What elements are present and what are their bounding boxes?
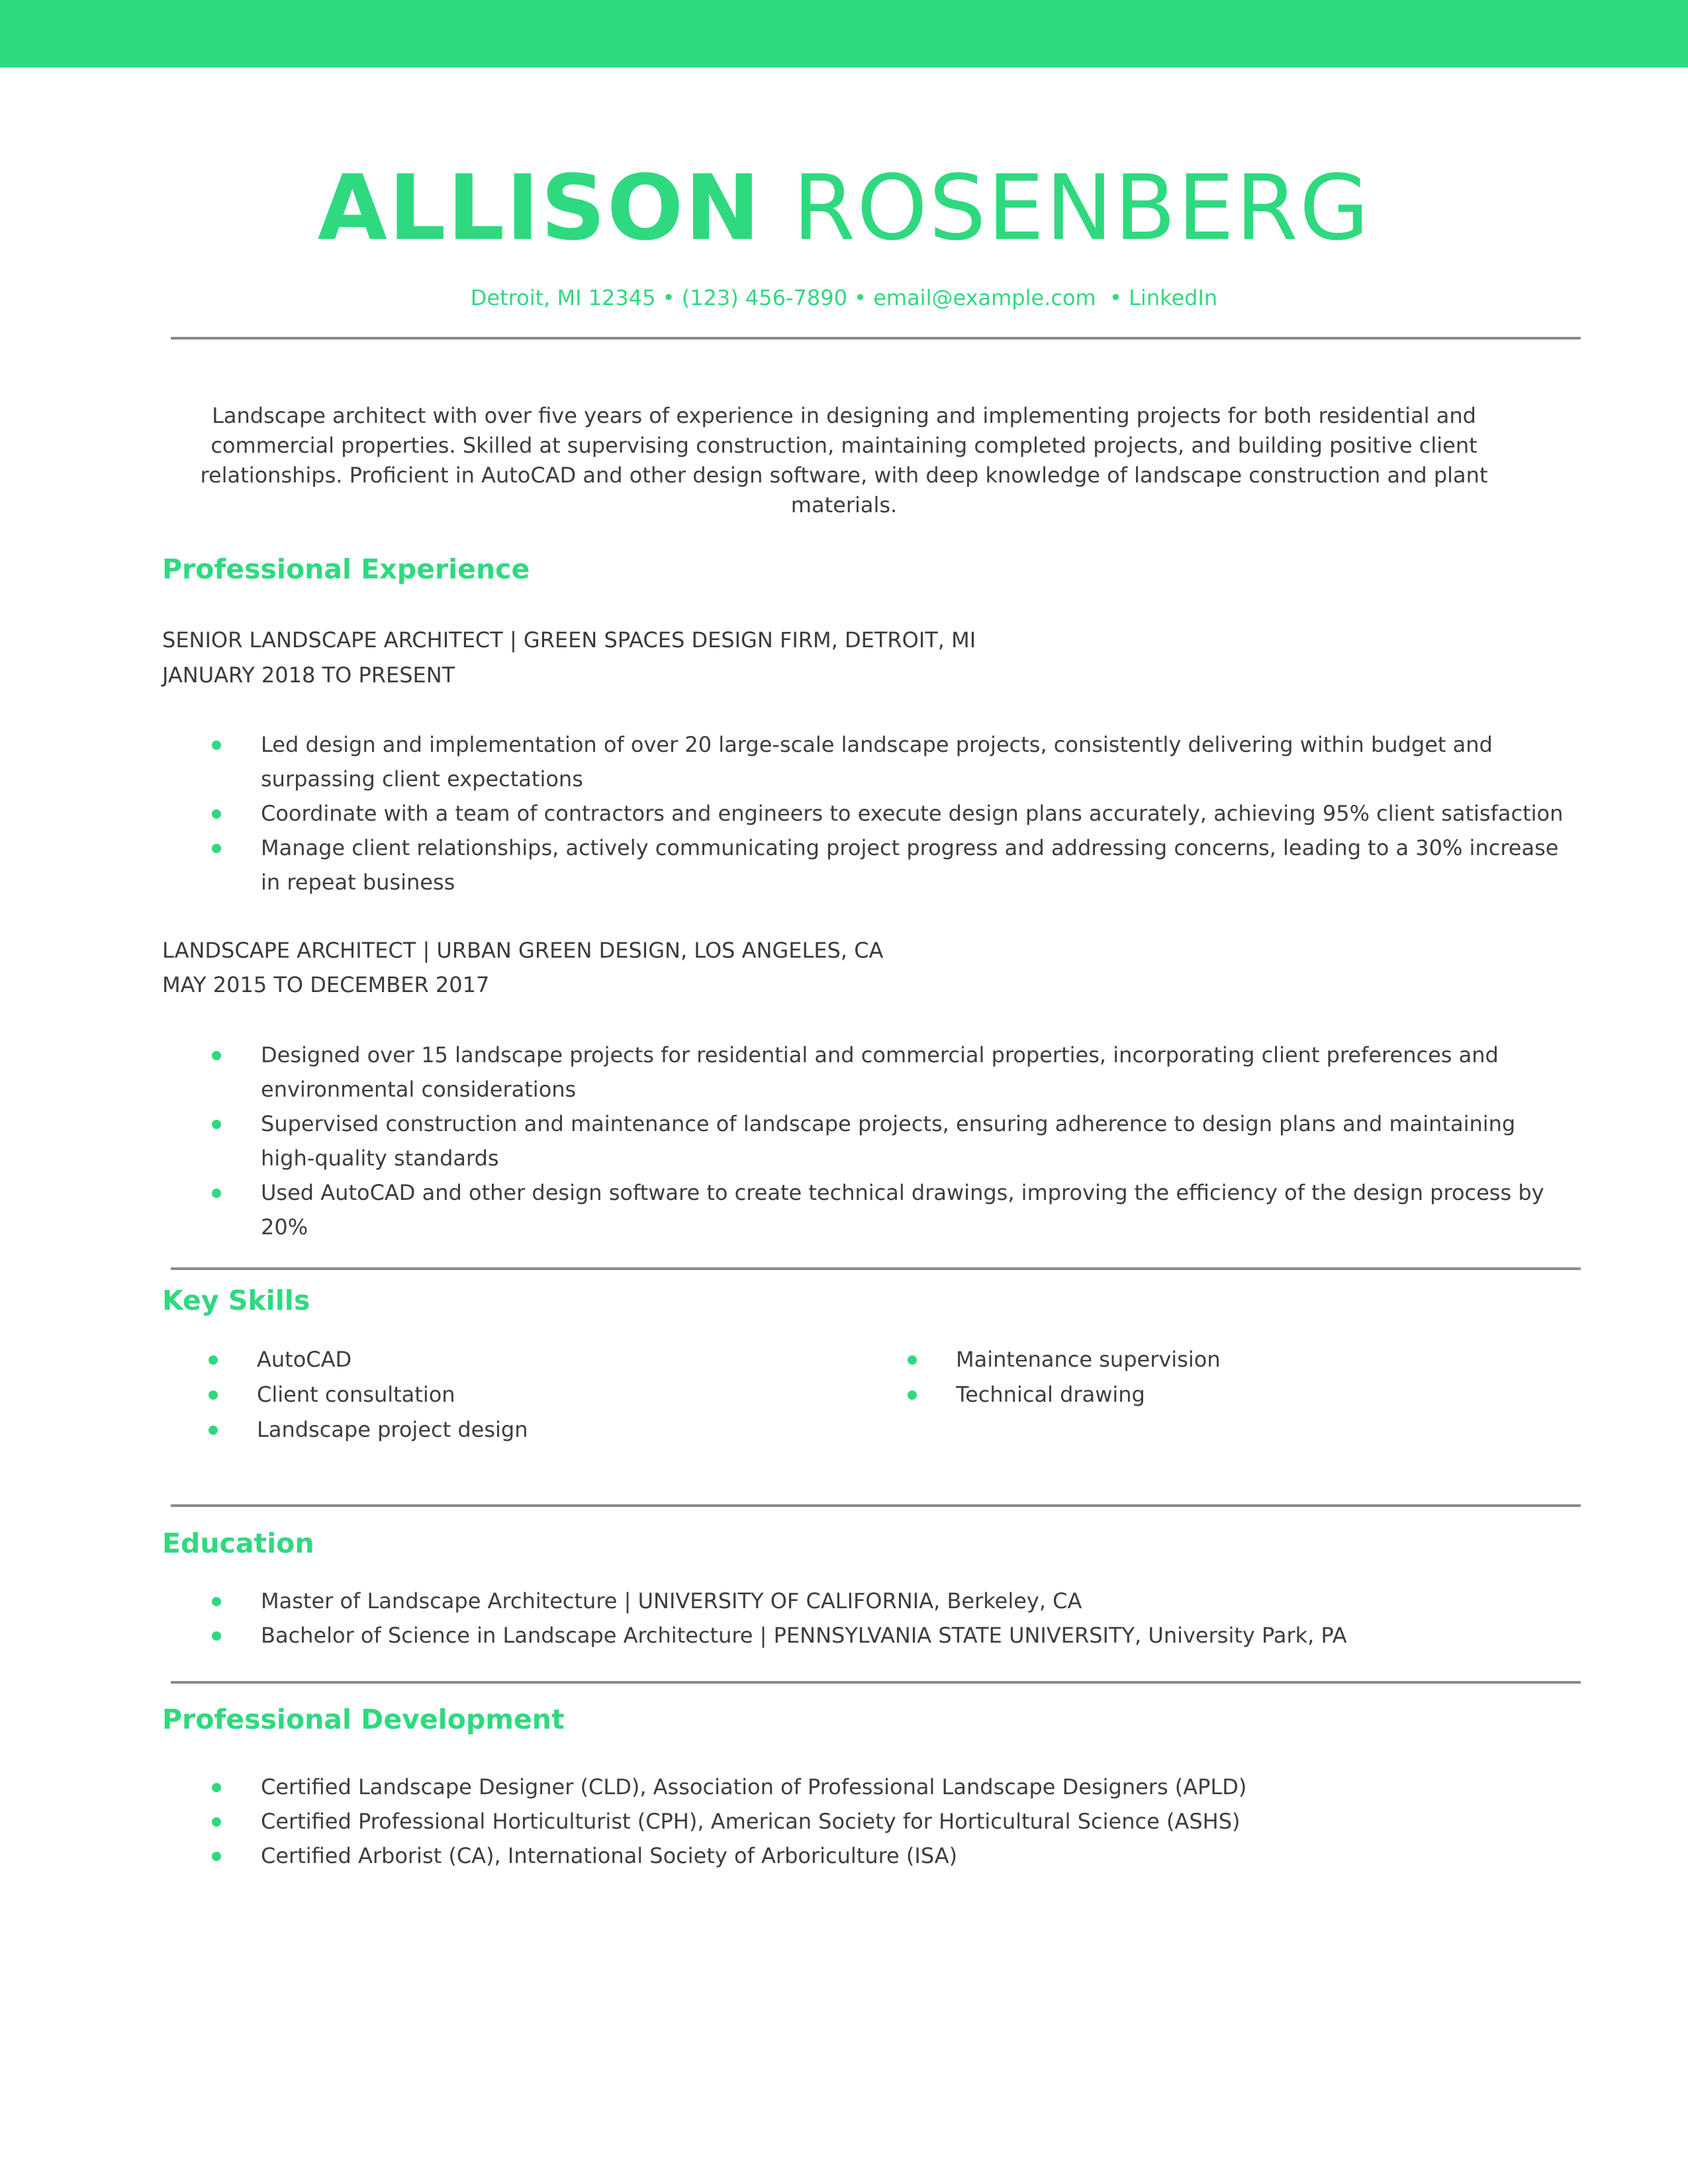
- bullet-dot-icon: [209, 1390, 218, 1400]
- divider: [171, 1267, 1581, 1270]
- bullet-dot-icon: [908, 1355, 917, 1365]
- skill-item: [861, 1342, 1457, 1377]
- bullet-dot-icon: [209, 1426, 218, 1435]
- contact-separator: •: [1109, 285, 1122, 310]
- section-title-education: Education: [162, 1527, 314, 1559]
- job-bullets: [162, 727, 1572, 899]
- list-item-text: Master of Landscape Architecture | UNIVERSITY OF CALIFORNIA, Berkeley, CA: [261, 1588, 1082, 1614]
- list-item-text: Supervised construction and maintenance of landscape projects, ensuring adherence to design plans and maintaining high-quality standards: [261, 1111, 1516, 1171]
- job-heading: SENIOR LANDSCAPE ARCHITECT | GREEN SPACES DESIGN FIRM, DETROIT, MI: [162, 627, 976, 653]
- list-item-text: Bachelor of Science in Landscape Architecture | PENNSYLVANIA STATE UNIVERSITY, University Park, PA: [261, 1623, 1347, 1648]
- last-name: ROSENBERG: [792, 156, 1371, 261]
- education-list: [162, 1584, 1572, 1653]
- section-title-experience: Professional Experience: [162, 553, 530, 585]
- top-accent-bar: [0, 0, 1688, 68]
- first-name: ALLISON: [317, 156, 762, 261]
- development-list: [162, 1770, 1572, 1873]
- divider: [171, 337, 1581, 340]
- bullet-dot-icon: [212, 809, 221, 819]
- skill-item: [162, 1412, 758, 1447]
- bullet-dot-icon: [212, 1051, 221, 1060]
- list-item: [162, 1175, 1572, 1244]
- skill-text: Maintenance supervision: [956, 1347, 1221, 1372]
- skill-text: Client consultation: [257, 1382, 455, 1407]
- contact-phone: (123) 456-7890: [681, 285, 847, 310]
- list-item-text: Used AutoCAD and other design software to create technical drawings, improving the efficiency of the design process by 20%: [261, 1180, 1544, 1240]
- contact-line: [0, 283, 1688, 312]
- list-item: [162, 1839, 1572, 1873]
- bullet-dot-icon: [212, 1817, 221, 1827]
- skills-column-2: [861, 1342, 1457, 1412]
- contact-location: Detroit, MI 12345: [470, 285, 656, 310]
- skill-text: Technical drawing: [956, 1382, 1145, 1407]
- list-item: [162, 1584, 1572, 1618]
- bullet-dot-icon: [212, 844, 221, 853]
- contact-email[interactable]: email@example.com: [873, 285, 1096, 310]
- list-item: [162, 1618, 1572, 1653]
- skill-item: [162, 1377, 758, 1412]
- contact-separator: •: [854, 285, 867, 310]
- list-item-text: Certified Landscape Designer (CLD), Association of Professional Landscape Designers (APLD): [261, 1774, 1247, 1799]
- list-item-text: Manage client relationships, actively communicating project progress and addressing concerns, leading to a 30% increase in repeat business: [261, 835, 1559, 895]
- skill-text: Landscape project design: [257, 1417, 528, 1442]
- skill-text: AutoCAD: [257, 1347, 352, 1372]
- bullet-dot-icon: [212, 1631, 221, 1641]
- list-item: [162, 1770, 1572, 1804]
- list-item-text: Led design and implementation of over 20 large-scale landscape projects, consistently delivering within budget and surpassing client expectations: [261, 732, 1493, 792]
- list-item-text: Designed over 15 landscape projects for residential and commercial properties, incorporating client preferences and environmental considerations: [261, 1042, 1499, 1102]
- divider: [171, 1504, 1581, 1507]
- list-item: [162, 796, 1572, 831]
- list-item: [162, 831, 1572, 899]
- list-item: [162, 1038, 1572, 1107]
- bullet-dot-icon: [908, 1390, 917, 1400]
- bullet-dot-icon: [212, 1120, 221, 1129]
- list-item-text: Certified Arborist (CA), International Society of Arboriculture (ISA): [261, 1843, 958, 1868]
- job-bullets: [162, 1038, 1572, 1244]
- list-item: [162, 727, 1572, 796]
- bullet-dot-icon: [212, 741, 221, 750]
- job-dates: MAY 2015 TO DECEMBER 2017: [162, 972, 490, 997]
- summary-text: Landscape architect with over five years of experience in designing and implementing projects for both residential and commercial properties. Skilled at supervising construction, maintaining completed projects, and building positive client relationships. Proficient in AutoCAD and other design software, with deep knowledge of landscape construction and plant materials.: [200, 403, 1488, 518]
- skills-column-1: [162, 1342, 758, 1447]
- bullet-dot-icon: [212, 1783, 221, 1792]
- skill-item: [861, 1377, 1457, 1412]
- skill-item: [162, 1342, 758, 1377]
- candidate-name: [0, 156, 1688, 261]
- divider: [171, 1681, 1581, 1684]
- list-item-text: Coordinate with a team of contractors and engineers to execute design plans accurately, achieving 95% client satisfaction: [261, 801, 1564, 826]
- job-dates: JANUARY 2018 TO PRESENT: [162, 662, 455, 688]
- section-title-skills: Key Skills: [162, 1285, 310, 1316]
- list-item: [162, 1107, 1572, 1175]
- list-item: [162, 1804, 1572, 1839]
- bullet-dot-icon: [209, 1355, 218, 1365]
- bullet-dot-icon: [212, 1597, 221, 1606]
- section-title-development: Professional Development: [162, 1704, 565, 1735]
- contact-linkedin[interactable]: LinkedIn: [1129, 285, 1218, 310]
- bullet-dot-icon: [212, 1852, 221, 1861]
- job-heading: LANDSCAPE ARCHITECT | URBAN GREEN DESIGN, LOS ANGELES, CA: [162, 938, 884, 963]
- contact-separator: •: [662, 285, 675, 310]
- bullet-dot-icon: [212, 1189, 221, 1198]
- list-item-text: Certified Professional Horticulturist (CPH), American Society for Horticultural Science (ASHS): [261, 1809, 1241, 1834]
